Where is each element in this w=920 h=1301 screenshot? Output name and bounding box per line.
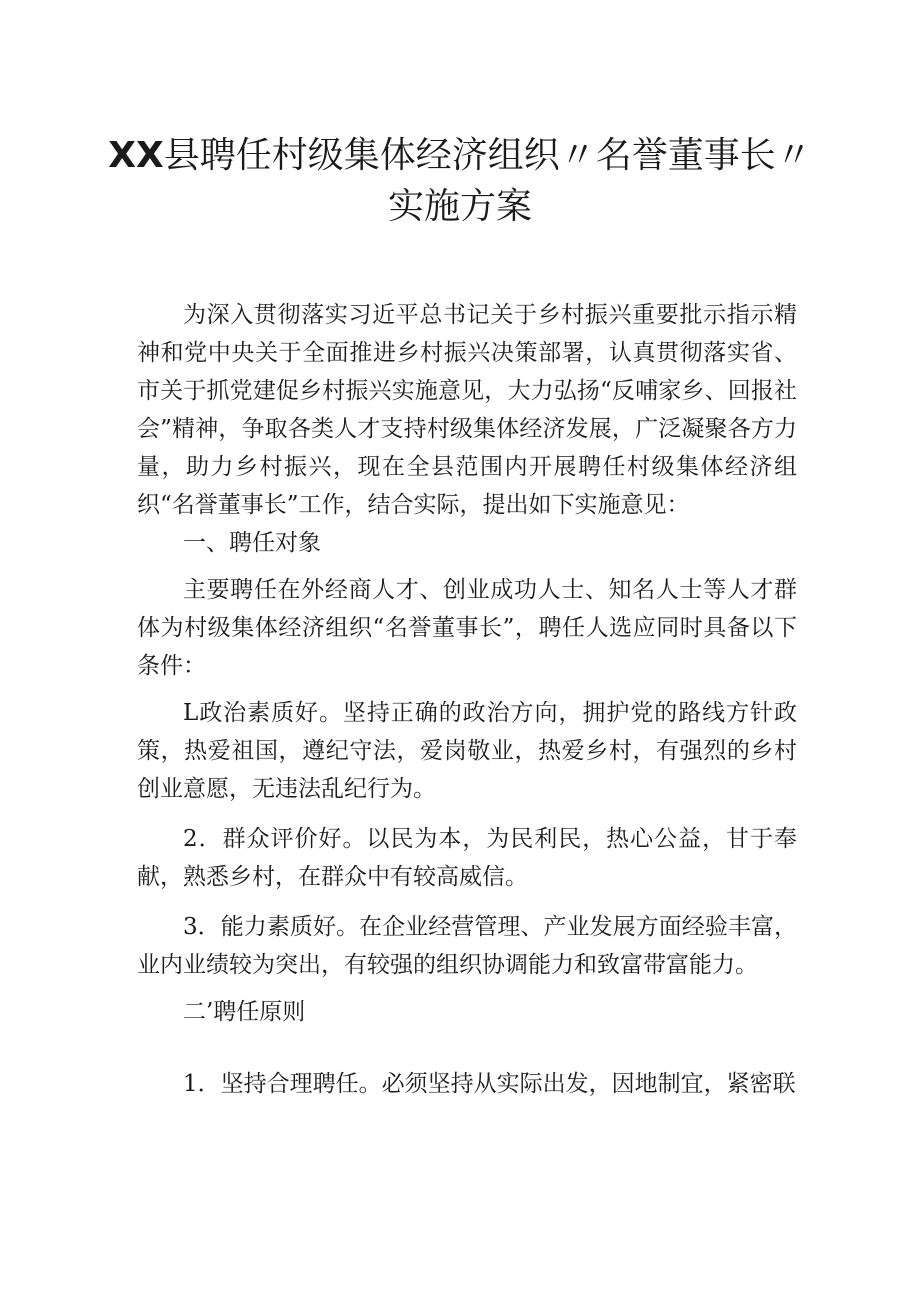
intro-paragraph: 为深入贯彻落实习近平总书记关于乡村振兴重要批示指示精神和党中央关于全面推进乡村振兴决策部署，认真贯彻落实省、市关于抓党建促乡村振兴实施意见，大力弘扬“反哺家乡、回报社会”精神，争取各类人才支持村级集体经济发展，广泛凝聚各方力量，助力乡村振兴，现在全县范围内开展聘任村级集体经济组织“名誉董事长”工作，结合实际，提出如下实施意见： [137, 302, 797, 518]
condition-3-paragraph: 3．能力素质好。在企业经营管理、产业发展方面经验丰富，业内业绩较为突出，有较强的组织协调能力和致富带富能力。 [137, 914, 797, 978]
section-1-heading: 一、聘任对象 [183, 530, 321, 556]
condition-2-paragraph: 2．群众评价好。以民为本，为民利民，热心公益，甘于奉献，熟悉乡村，在群众中有较高威信。 [137, 826, 797, 890]
principle-1-paragraph: 1．坚持合理聘任。必须坚持从实际出发，因地制宜，紧密联 [183, 1071, 796, 1097]
document-title-line-2: 实施方案 [387, 186, 532, 227]
section-2-heading: 二’聘任原则 [183, 999, 306, 1025]
condition-1-paragraph: L政治素质好。坚持正确的政治方向，拥护党的路线方针政策，热爱祖国，遵纪守法，爱岗敬业，热爱乡村，有强烈的乡村创业意愿，无违法乱纪行为。 [137, 700, 797, 802]
document-body [137, 296, 797, 1103]
section-1-paragraph: 主要聘任在外经商人才、创业成功人士、知名人士等人才群体为村级集体经济组织“名誉董事长”，聘任人选应同时具备以下条件： [137, 577, 797, 679]
document-title-line-1 [80, 132, 840, 180]
title-prefix: XX [108, 135, 164, 176]
title-line-1-text: 县聘任村级集体经济组织〃名誉董事长〃 [163, 135, 812, 176]
